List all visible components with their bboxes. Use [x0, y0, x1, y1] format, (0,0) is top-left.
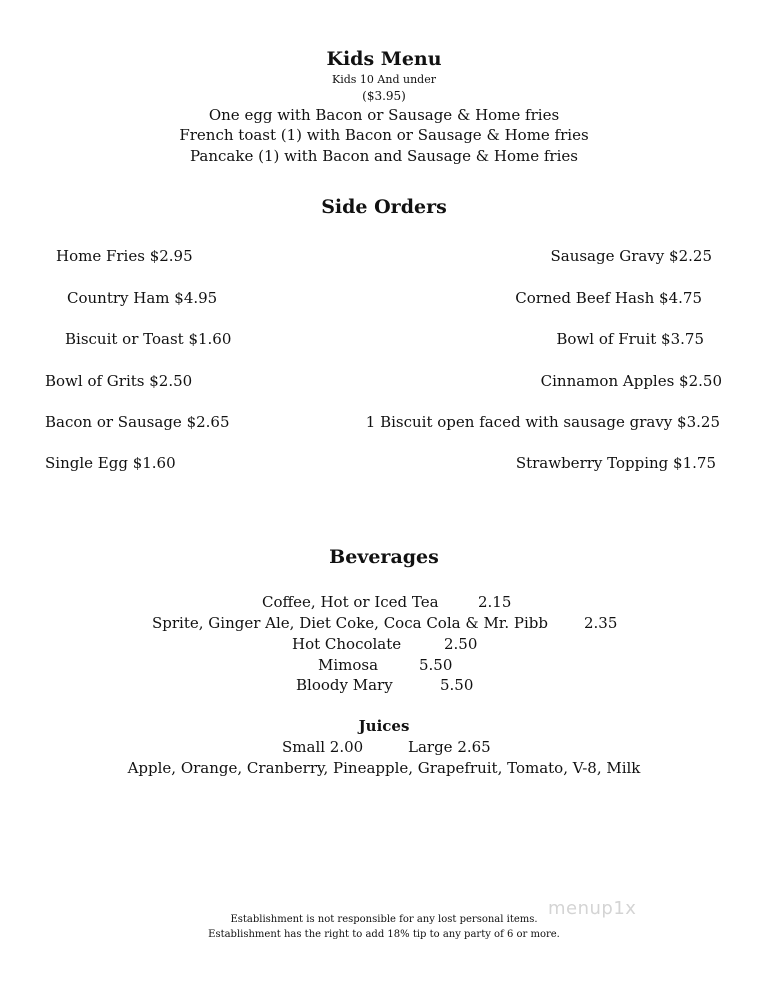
- footer-lost-items: Establishment is not responsible for any lost personal items.: [230, 914, 538, 925]
- beverage-name: Coffee, Hot or Iced Tea: [262, 593, 439, 611]
- side-item: Cinnamon Apples $2.50: [540, 372, 722, 390]
- beverage-price: 5.50: [419, 656, 453, 674]
- side-item: Home Fries $2.95: [56, 247, 193, 265]
- kids-item: French toast (1) with Bacon or Sausage & Home fries: [179, 126, 589, 144]
- juices-title: Juices: [358, 717, 410, 735]
- juice-small-price: Small 2.00: [282, 738, 364, 756]
- beverage-name: Bloody Mary: [296, 676, 393, 694]
- side-item: Single Egg $1.60: [45, 454, 176, 472]
- kids-item: Pancake (1) with Bacon and Sausage & Home fries: [190, 147, 578, 165]
- kids-age-note: Kids 10 And under: [332, 73, 436, 86]
- side-orders-title: Side Orders: [321, 196, 447, 218]
- beverages-title: Beverages: [329, 546, 439, 568]
- beverage-name: Mimosa: [318, 656, 379, 674]
- beverage-price: 5.50: [440, 676, 474, 694]
- side-item: Bowl of Grits $2.50: [45, 372, 193, 390]
- side-item: Country Ham $4.95: [67, 289, 218, 307]
- side-item: Bowl of Fruit $3.75: [556, 330, 704, 348]
- kids-price: ($3.95): [362, 89, 406, 103]
- beverage-name: Sprite, Ginger Ale, Diet Coke, Coca Cola & Mr. Pibb: [152, 614, 548, 632]
- side-item: Corned Beef Hash $4.75: [515, 289, 702, 307]
- side-item: Sausage Gravy $2.25: [550, 247, 712, 265]
- side-item: 1 Biscuit open faced with sausage gravy $3.25: [365, 413, 720, 431]
- side-item: Bacon or Sausage $2.65: [45, 413, 230, 431]
- juice-flavors: Apple, Orange, Cranberry, Pineapple, Grapefruit, Tomato, V-8, Milk: [127, 759, 641, 777]
- side-item: Strawberry Topping $1.75: [515, 454, 716, 472]
- kids-item: One egg with Bacon or Sausage & Home fries: [208, 106, 560, 124]
- kids-menu-title: Kids Menu: [326, 48, 442, 70]
- watermark-logo: menup1x: [548, 898, 637, 919]
- beverage-name: Hot Chocolate: [292, 635, 402, 653]
- side-item: Biscuit or Toast $1.60: [65, 330, 232, 348]
- footer-tip-policy: Establishment has the right to add 18% tip to any party of 6 or more.: [208, 929, 560, 940]
- beverage-price: 2.50: [444, 635, 478, 653]
- beverage-price: 2.15: [478, 593, 512, 611]
- beverage-price: 2.35: [584, 614, 618, 632]
- juice-large-price: Large 2.65: [408, 738, 491, 756]
